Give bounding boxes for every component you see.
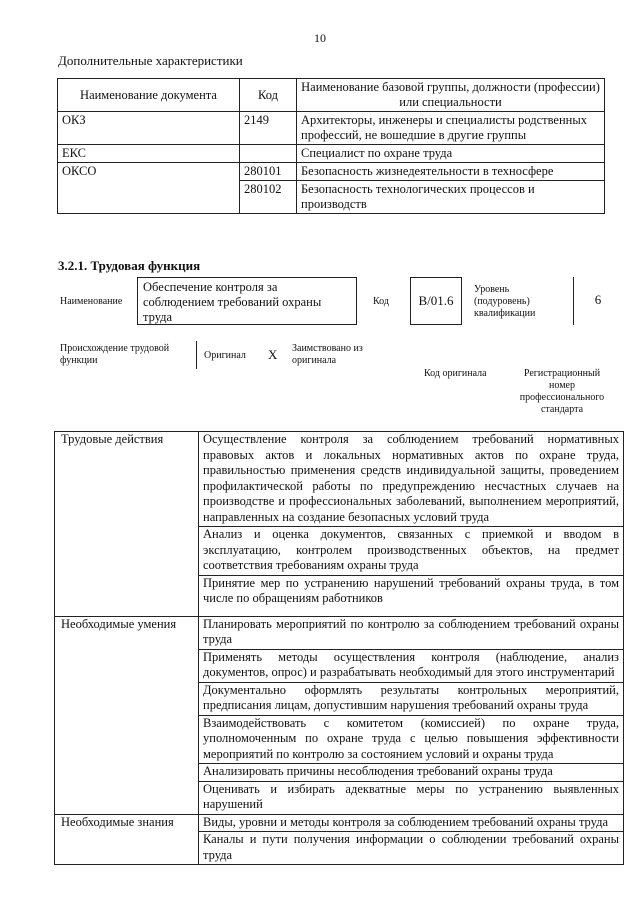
cell-code	[240, 145, 297, 163]
col-header-document: Наименование документа	[58, 79, 240, 112]
function-code-box: В/01.6	[410, 277, 462, 325]
function-table	[54, 431, 624, 865]
table-row	[58, 145, 605, 163]
table-cell: Оценивать и избирать адекватные меры по устранению выявленных нарушений	[199, 781, 624, 814]
table-row	[55, 814, 624, 832]
code-original-label: Код оригинала	[424, 368, 487, 379]
table-cell: Анализировать причины несоблюдения требований охраны труда	[199, 764, 624, 782]
table-row	[58, 112, 605, 145]
cell-code: 2149	[240, 112, 297, 145]
table-row	[55, 616, 624, 649]
table-cell: Виды, уровни и методы контроля за соблюдением требований охраны труда	[199, 814, 624, 832]
table-cell: Применять методы осуществления контроля (наблюдение, анализ документов, опрос) и разрабатывать необходимый для этого инструментарий	[199, 649, 624, 682]
page-number: 10	[314, 31, 326, 45]
group-label-skills: Необходимые умения	[55, 616, 199, 814]
origin-label: Происхождение трудовой функции	[60, 343, 170, 366]
cell-doc: ОКСО	[58, 163, 240, 214]
table-cell: Взаимодействовать с комитетом (комиссией) по охране труда, уполномоченным по охране труда с целью повышения эффективности мероприятий по контролю за состоянием условий и охраны труда	[199, 715, 624, 764]
cell-name: Безопасность технологических процессов и производств	[297, 181, 605, 214]
section-title: 3.2.1. Трудовая функция	[58, 258, 201, 273]
additional-heading: Дополнительные характеристики	[58, 53, 243, 68]
level-label: Уровень (подуровень) квалификации	[474, 284, 536, 319]
table-cell: Документально оформлять результаты контрольных мероприятий, предписания лицам, допустившим нарушения требований охраны труда	[199, 682, 624, 715]
cell-doc: ОКЗ	[58, 112, 240, 145]
original-label: Оригинал	[204, 350, 246, 361]
col-header-code: Код	[240, 79, 297, 112]
table-row	[58, 163, 605, 181]
group-label-knowledge: Необходимые знания	[55, 814, 199, 865]
col-header-group: Наименование базовой группы, должности (профессии) или специальности	[297, 79, 605, 112]
cell-name: Безопасность жизнедеятельности в техносфере	[297, 163, 605, 181]
table-cell: Принятие мер по устранению нарушений требований охраны труда, в том числе по обращениям работников	[199, 575, 624, 616]
original-mark: X	[268, 347, 278, 362]
code-label: Код	[373, 296, 389, 307]
cell-doc: ЕКС	[58, 145, 240, 163]
borrowed-label: Заимствовано из оригинала	[292, 343, 363, 366]
cell-name: Специалист по охране труда	[297, 145, 605, 163]
cell-name: Архитекторы, инженеры и специалисты родственных профессий, не вошедшие в другие группы	[297, 112, 605, 145]
table-row	[55, 432, 624, 527]
level-value-box: 6	[573, 277, 622, 325]
group-label-actions: Трудовые действия	[55, 432, 199, 617]
reg-number-label: Регистрационный номер профессионального стандарта	[519, 368, 605, 415]
table-header-row	[58, 79, 605, 112]
cell-code: 280102	[240, 181, 297, 214]
table-cell: Каналы и пути получения информации о соблюдении требований охраны труда	[199, 832, 624, 865]
cell-code: 280101	[240, 163, 297, 181]
table-cell: Анализ и оценка документов, связанных с приемкой и вводом в эксплуатацию, контролем производственных объектов, на предмет соответствия требованиям охраны труда	[199, 527, 624, 576]
table-cell: Осуществление контроля за соблюдением требований нормативных правовых актов и локальных нормативных актов по охране труда, правильностью применения средств индивидуальной защиты, проведением профилактической работы по предупреждению несчастных случаев на производстве и профессиональных заболеваний, выполнением мероприятий, направленных на создание безопасных условий труда	[199, 432, 624, 527]
function-name-box: Обеспечение контроля за соблюдением требований охраны труда	[137, 277, 357, 325]
table-cell: Планировать мероприятий по контролю за соблюдением требований охраны труда	[199, 616, 624, 649]
name-label: Наименование	[60, 296, 123, 307]
additional-characteristics-table	[57, 78, 605, 214]
